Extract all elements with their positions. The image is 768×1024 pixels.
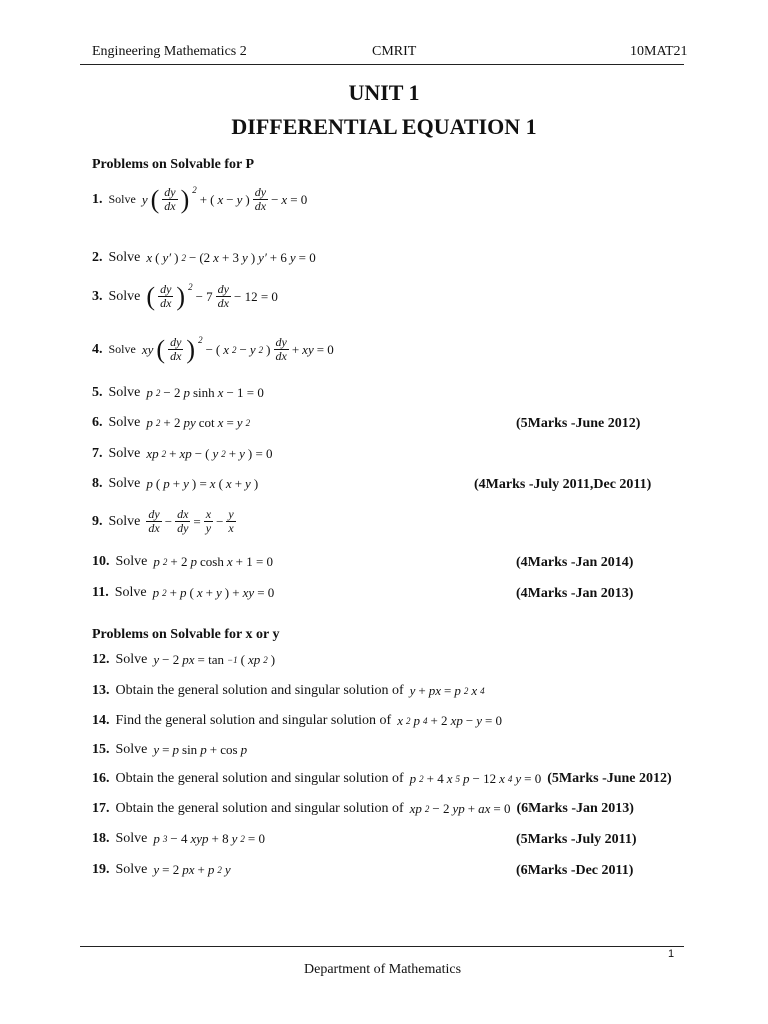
problem-number: 14. bbox=[92, 713, 110, 728]
marks-16: (5Marks -June 2012) bbox=[547, 771, 672, 786]
problem-number: 10. bbox=[92, 554, 110, 569]
equation: x 2 p 4 + 2 xp − y = 0 bbox=[397, 713, 503, 728]
marks-6: (5Marks -June 2012) bbox=[516, 416, 641, 431]
footer-department: Department of Mathematics bbox=[304, 962, 462, 977]
problem-number: 2. bbox=[92, 250, 103, 265]
equation: y − 2 px = tan −1 ( xp 2 ) bbox=[153, 652, 276, 667]
problem-number: 8. bbox=[92, 476, 103, 491]
marks-18: (5Marks -July 2011) bbox=[516, 832, 637, 847]
problem-6 bbox=[92, 415, 250, 431]
solve-label: Solve bbox=[108, 513, 141, 529]
solve-label: Solve bbox=[108, 476, 141, 491]
problem-4 bbox=[92, 336, 334, 363]
section-heading-p: Problems on Solvable for P bbox=[92, 157, 255, 172]
section-heading-xy: Problems on Solvable for x or y bbox=[92, 627, 280, 642]
equation: p 3 − 4 xyp + 8 y 2 = 0 bbox=[153, 831, 265, 846]
problem-number: 17. bbox=[92, 801, 110, 816]
equation: ( $\frac{dy}{dx}$ ) $^2$ − 7 $\frac{dy}{dx}$ − 12 = 0 bbox=[146, 281, 278, 311]
chapter-title: DIFFERENTIAL EQUATION 1 bbox=[231, 114, 537, 139]
problem-number: 6. bbox=[92, 415, 103, 430]
solve-label: Solve bbox=[108, 385, 141, 400]
problem-10 bbox=[92, 554, 273, 570]
equation: p 2 + p ( x + y ) + xy = 0 bbox=[152, 585, 275, 600]
equation: p 2 + 2 p cosh x + 1 = 0 bbox=[153, 554, 274, 569]
equation: p 2 + 2 py cot x = y 2 bbox=[146, 415, 251, 430]
solve-label: Solve bbox=[108, 288, 141, 304]
problem-3 bbox=[92, 283, 278, 310]
equation: p ( p + y ) = x ( x + y ) bbox=[146, 476, 259, 491]
problem-number: 18. bbox=[92, 831, 110, 846]
solve-label: Solve bbox=[115, 652, 148, 667]
problem-number: 15. bbox=[92, 742, 110, 757]
marks-11: (4Marks -Jan 2013) bbox=[516, 586, 634, 601]
marks-8: (4Marks -July 2011,Dec 2011) bbox=[474, 477, 652, 492]
problem-16 bbox=[92, 771, 672, 787]
equation: y + px = p 2 x 4 bbox=[409, 683, 485, 698]
solve-label: Solve bbox=[108, 415, 141, 430]
problem-14 bbox=[92, 713, 502, 729]
solve-label: Solve bbox=[108, 342, 136, 356]
equation: p 2 − 2 p sinh x − 1 = 0 bbox=[146, 385, 264, 400]
equation: xp 2 − 2 yp + ax = 0 bbox=[409, 801, 511, 816]
find-label: Find the general solution and singular solution of bbox=[115, 713, 392, 728]
solve-label: Solve bbox=[115, 862, 148, 877]
header-rule bbox=[80, 64, 684, 65]
problem-13 bbox=[92, 683, 485, 699]
problem-number: 7. bbox=[92, 446, 103, 461]
obtain-label: Obtain the general solution and singular solution of bbox=[115, 801, 404, 816]
problem-number: 9. bbox=[92, 513, 103, 529]
problem-number: 3. bbox=[92, 288, 103, 304]
page-number: 1 bbox=[668, 948, 675, 960]
header-right: 10MAT21 bbox=[630, 44, 688, 59]
equation: y ( $\frac{dy}{dx}$ ) $^2$ + ( x − y ) $\frac{dy}{dx}$ − x = 0 bbox=[141, 184, 308, 214]
problem-1 bbox=[92, 186, 307, 213]
equation: xp 2 + xp − ( y 2 + y ) = 0 bbox=[146, 446, 273, 461]
solve-label: Solve bbox=[115, 742, 148, 757]
problem-number: 5. bbox=[92, 385, 103, 400]
equation: y = 2 px + p 2 y bbox=[153, 862, 231, 877]
footer-rule bbox=[80, 946, 684, 947]
marks-19: (6Marks -Dec 2011) bbox=[516, 863, 634, 878]
problem-19 bbox=[92, 862, 231, 878]
unit-title: UNIT 1 bbox=[348, 80, 420, 105]
problem-number: 11. bbox=[92, 585, 109, 600]
problem-number: 4. bbox=[92, 341, 103, 357]
obtain-label: Obtain the general solution and singular solution of bbox=[115, 683, 404, 698]
equation: x ( y′ ) 2 − (2 x + 3 y ) y′ + 6 y = 0 bbox=[146, 250, 316, 265]
marks-10: (4Marks -Jan 2014) bbox=[516, 555, 634, 570]
problem-7 bbox=[92, 446, 273, 462]
problem-9 bbox=[92, 508, 236, 535]
problem-12 bbox=[92, 652, 275, 668]
problem-8 bbox=[92, 476, 258, 492]
problem-number: 13. bbox=[92, 683, 110, 698]
problem-number: 16. bbox=[92, 771, 110, 786]
solve-label: Solve bbox=[114, 585, 147, 600]
obtain-label: Obtain the general solution and singular solution of bbox=[115, 771, 404, 786]
problem-18 bbox=[92, 831, 265, 847]
problem-5 bbox=[92, 385, 264, 401]
marks-17: (6Marks -Jan 2013) bbox=[516, 801, 634, 816]
problem-11 bbox=[92, 585, 274, 601]
problem-15 bbox=[92, 742, 247, 758]
problem-17 bbox=[92, 801, 634, 817]
problem-2 bbox=[92, 250, 316, 266]
problem-number: 19. bbox=[92, 862, 110, 877]
problem-number: 12. bbox=[92, 652, 110, 667]
header-center: CMRIT bbox=[372, 44, 417, 59]
equation: y = p sin p + cos p bbox=[153, 742, 248, 757]
problem-number: 1. bbox=[92, 191, 103, 207]
solve-label: Solve bbox=[115, 831, 148, 846]
solve-label: Solve bbox=[108, 446, 141, 461]
solve-label: Solve bbox=[108, 250, 141, 265]
solve-label: Solve bbox=[115, 554, 148, 569]
solve-label: Solve bbox=[108, 192, 136, 206]
equation: p 2 + 4 x 5 p − 12 x 4 y = 0 bbox=[409, 771, 542, 786]
equation: $\frac{dy}{dx}$ − $\frac{dx}{dy}$ = $\frac{x}{y}$ − $\frac{y}{x}$ bbox=[148, 507, 234, 535]
equation: xy ( $\frac{dy}{dx}$ ) $^2$ − ( x 2 − y 2 ) $\frac{dy}{dx}$ + xy = 0 bbox=[141, 334, 334, 364]
header-left: Engineering Mathematics 2 bbox=[92, 44, 247, 59]
